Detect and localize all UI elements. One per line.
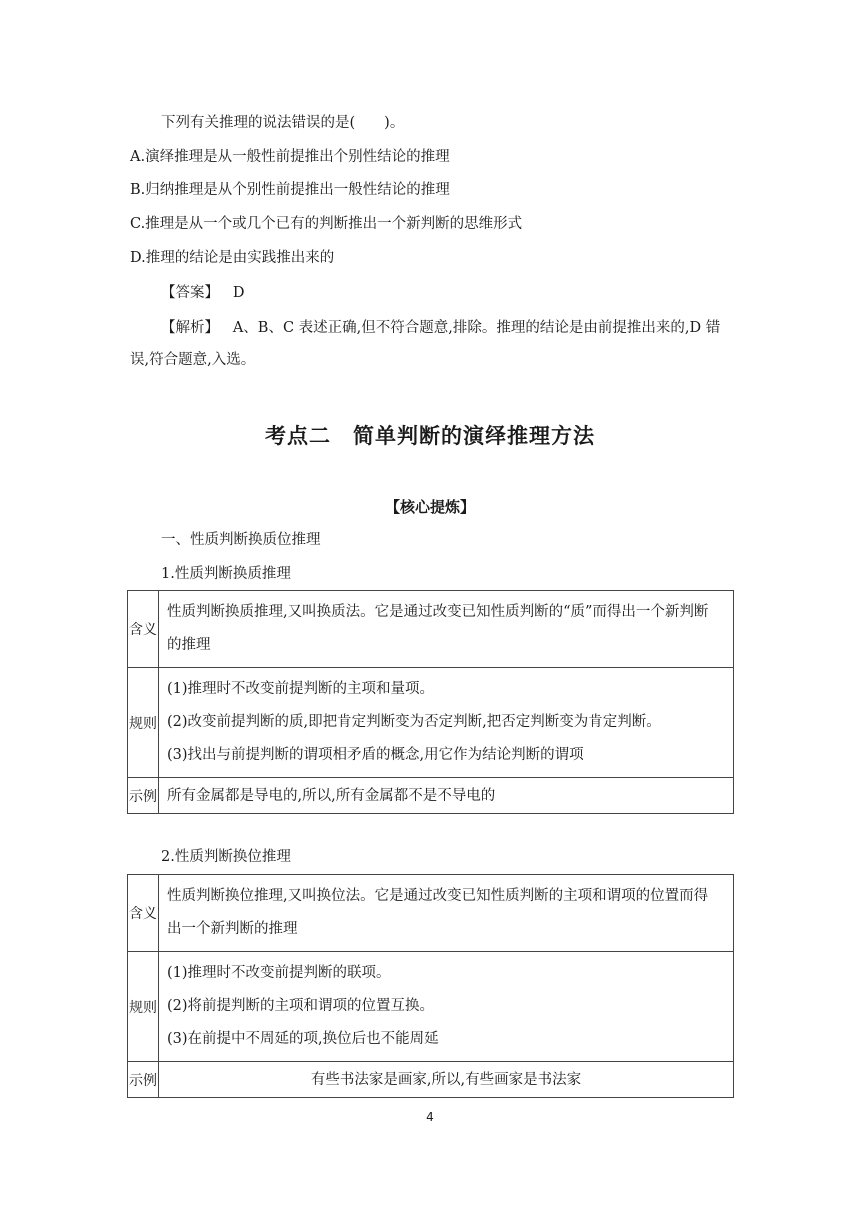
analysis-text-1: A、B、C 表述正确,但不符合题意,排除。推理的结论是由前提推出来的,D 错	[232, 320, 721, 336]
answer-value: D	[232, 285, 245, 301]
analysis-line-2: 误,符合题意,入选。	[130, 352, 256, 368]
table-row	[128, 778, 734, 814]
heading-1: 一、性质判断换质位推理	[161, 532, 321, 548]
row-content	[159, 875, 734, 952]
option-a: A.演绎推理是从一般性前提推出个别性结论的推理	[130, 149, 450, 165]
table-conversion-position	[127, 874, 734, 1098]
row-label: 含义	[128, 591, 159, 668]
row-content	[159, 668, 734, 778]
row-label: 示例	[128, 1062, 159, 1098]
row-content	[159, 778, 734, 814]
cell-line: 性质判断换位推理,又叫换位法。它是通过改变已知性质判断的主项和谓项的位置而得	[167, 888, 709, 904]
cell-line: (3)在前提中不周延的项,换位后也不能周延	[167, 1031, 439, 1047]
answer-line	[161, 283, 244, 303]
table2-caption: 2.性质判断换位推理	[161, 849, 291, 865]
table-row	[128, 591, 734, 668]
table1-caption: 1.性质判断换质推理	[161, 566, 291, 582]
cell-line: (1)推理时不改变前提判断的主项和量项。	[167, 681, 435, 697]
cell-line: 性质判断换质推理,又叫换质法。它是通过改变已知性质判断的“质”而得出一个新判断	[167, 604, 709, 620]
table-conversion	[127, 590, 734, 814]
option-d: D.推理的结论是由实践推出来的	[130, 250, 335, 266]
analysis-label: 【解析】	[161, 320, 219, 336]
question-stem: 下列有关推理的说法错误的是( )。	[161, 115, 405, 131]
cell-line: (2)改变前提判断的质,即把肯定判断变为否定判断,把否定判断变为肯定判断。	[167, 714, 661, 730]
analysis-line-1	[161, 318, 720, 338]
row-label: 规则	[128, 668, 159, 778]
section-subtitle: 【核心提炼】	[384, 498, 475, 516]
option-b: B.归纳推理是从个别性前提推出一般性结论的推理	[130, 182, 450, 198]
table-row	[128, 1062, 734, 1098]
page-number: 4	[426, 1110, 434, 1124]
row-label: 含义	[128, 875, 159, 952]
cell-line: 有些书法家是画家,所以,有些画家是书法家	[310, 1071, 582, 1088]
row-content	[159, 952, 734, 1062]
cell-line: (2)将前提判断的主项和谓项的位置互换。	[167, 998, 435, 1014]
cell-line: 所有金属都是导电的,所以,所有金属都不是不导电的	[167, 787, 496, 804]
cell-line: (3)找出与前提判断的谓项相矛盾的概念,用它作为结论判断的谓项	[167, 747, 584, 763]
row-content	[159, 1062, 734, 1098]
cell-line: 出一个新判断的推理	[167, 921, 298, 937]
row-content	[159, 591, 734, 668]
table-row	[128, 952, 734, 1062]
row-label: 示例	[128, 778, 159, 814]
table-row	[128, 668, 734, 778]
option-c: C.推理是从一个或几个已有的判断推出一个新判断的思维形式	[130, 216, 523, 232]
section-title	[0, 420, 860, 450]
answer-label: 【答案】	[161, 285, 219, 301]
cell-line: (1)推理时不改变前提判断的联项。	[167, 965, 391, 981]
section-title-number: 考点二	[265, 423, 331, 448]
section-title-text: 简单判断的演绎推理方法	[353, 423, 595, 448]
row-label: 规则	[128, 952, 159, 1062]
table-row	[128, 875, 734, 952]
cell-line: 的推理	[167, 637, 211, 653]
